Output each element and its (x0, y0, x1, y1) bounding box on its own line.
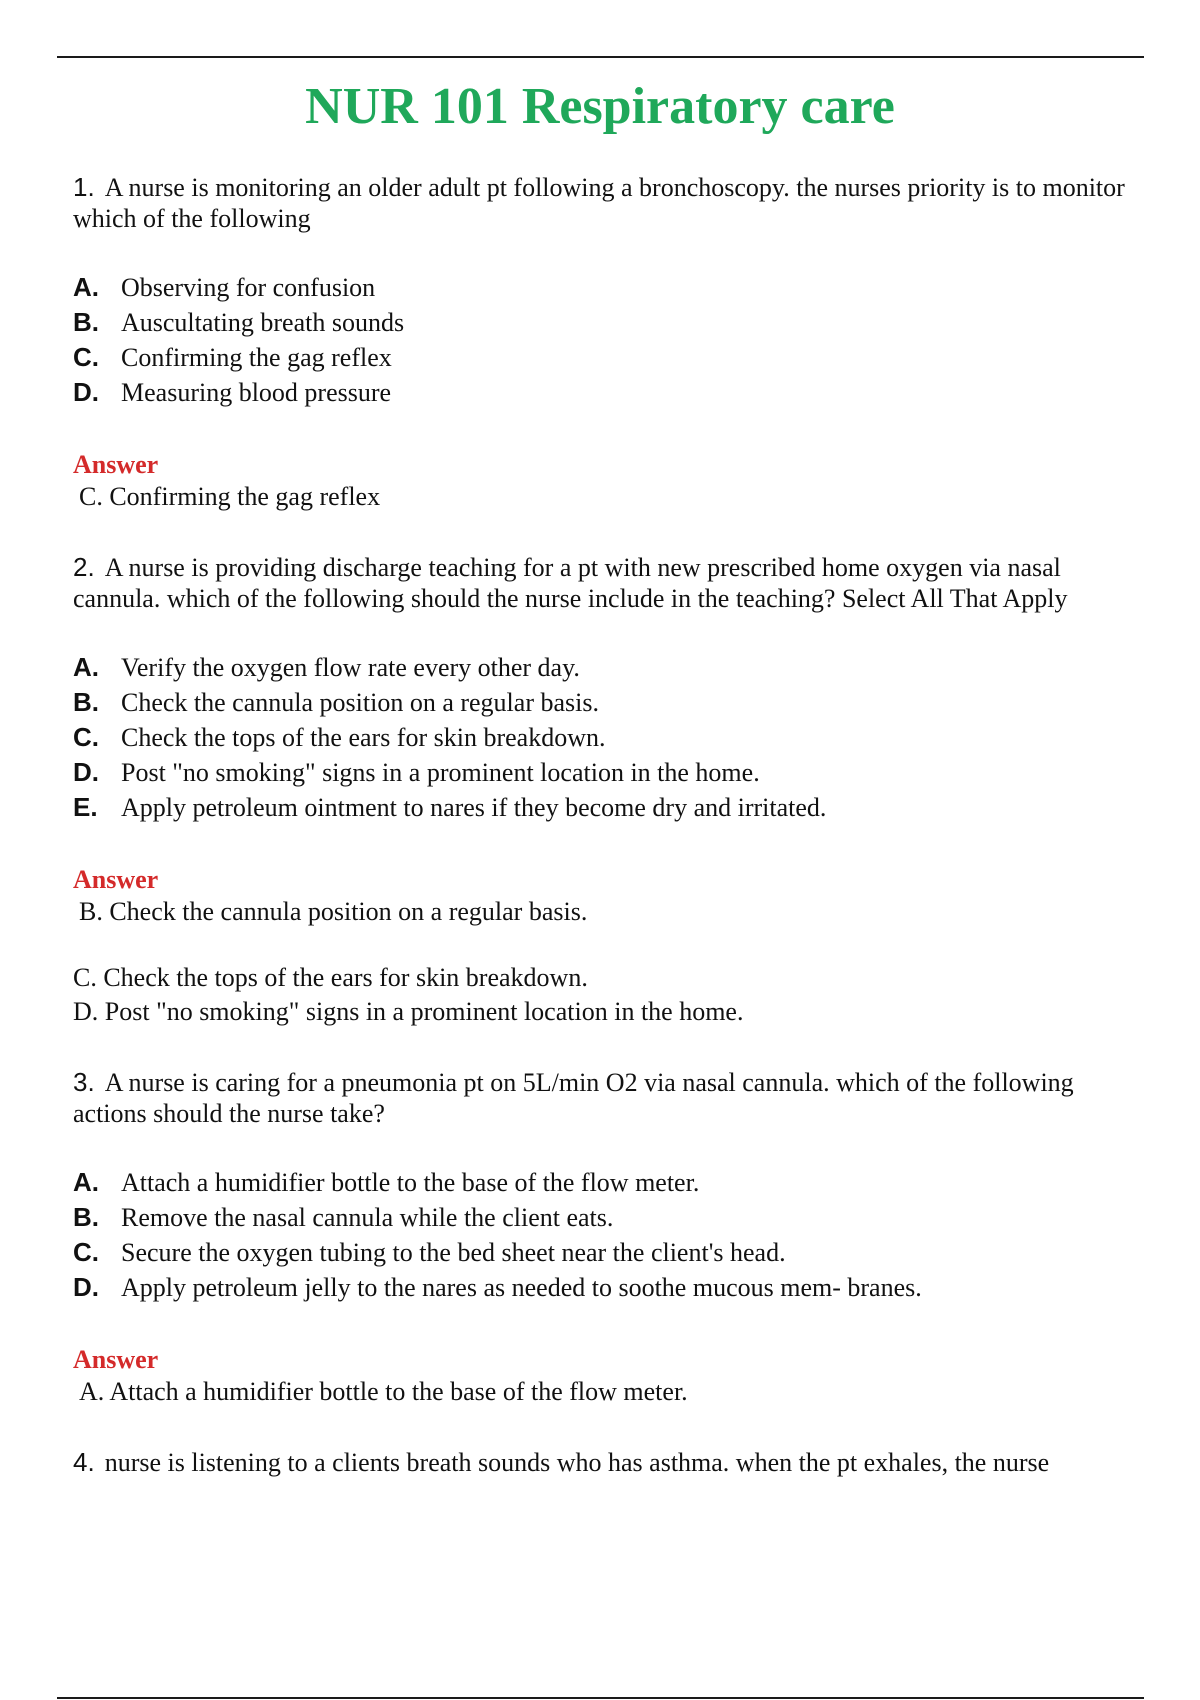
answer-label: Answer (73, 865, 159, 894)
answer-text: C. Check the tops of the ears for skin breakdown. (73, 963, 588, 992)
option-letter: A. (73, 272, 99, 302)
question-number: 4. (73, 1447, 95, 1477)
option-item (73, 1235, 1153, 1270)
options-list (73, 650, 1153, 825)
option-text: Measuring blood pressure (121, 378, 392, 407)
option-letter: C. (73, 722, 99, 752)
question-4 (73, 1447, 1153, 1478)
option-item (73, 340, 1153, 375)
option-item (73, 720, 1153, 755)
option-item (73, 1200, 1153, 1235)
option-letter: D. (73, 1272, 99, 1302)
option-text: Confirming the gag reflex (121, 343, 392, 372)
option-letter: E. (73, 792, 98, 822)
option-letter: A. (73, 1167, 99, 1197)
option-text: Verify the oxygen flow rate every other day. (121, 653, 580, 682)
question-text: A nurse is monitoring an older adult pt following a bronchoscopy. the nurses priority is to monitor which of the following (73, 173, 1125, 233)
question-number: 3. (73, 1067, 95, 1097)
option-text: Attach a humidifier bottle to the base of the flow meter. (121, 1168, 700, 1197)
answer-block-3 (73, 1345, 1153, 1409)
option-letter: B. (73, 307, 99, 337)
option-item (73, 650, 1153, 685)
answer-text: B. Check the cannula position on a regular basis. (79, 897, 588, 926)
option-text: Apply petroleum jelly to the nares as needed to soothe mucous mem- branes. (121, 1273, 922, 1302)
option-text: Remove the nasal cannula while the client eats. (121, 1203, 614, 1232)
option-letter: C. (73, 1237, 99, 1267)
option-text: Auscultating breath sounds (121, 308, 405, 337)
option-item (73, 755, 1153, 790)
option-text: Check the tops of the ears for skin breakdown. (121, 723, 606, 752)
document-body (73, 172, 1153, 1514)
answer-label: Answer (73, 450, 159, 479)
options-list (73, 1165, 1153, 1305)
option-item (73, 1165, 1153, 1200)
option-letter: C. (73, 342, 99, 372)
option-letter: B. (73, 687, 99, 717)
question-1 (73, 172, 1153, 234)
option-item (73, 685, 1153, 720)
answer-text: D. Post "no smoking" signs in a prominent location in the home. (73, 997, 744, 1026)
top-rule (57, 56, 1144, 58)
question-number: 1. (73, 172, 95, 202)
page-title: NUR 101 Respiratory care (305, 78, 895, 135)
question-text: nurse is listening to a clients breath sounds who has asthma. when the pt exhales, the nurse (104, 1448, 1050, 1477)
option-text: Observing for confusion (121, 273, 376, 302)
answer-label: Answer (73, 1345, 159, 1374)
answer-block-1 (73, 450, 1153, 514)
question-2 (73, 552, 1153, 614)
question-text: A nurse is providing discharge teaching for a pt with new prescribed home oxygen via nasal cannula. which of the following should the nurse include in the teaching? Select All That Apply (73, 553, 1068, 613)
option-item (73, 305, 1153, 340)
option-letter: B. (73, 1202, 99, 1232)
option-text: Check the cannula position on a regular basis. (121, 688, 599, 717)
option-text: Apply petroleum ointment to nares if they become dry and irritated. (121, 793, 827, 822)
question-3 (73, 1067, 1153, 1129)
question-number: 2. (73, 552, 95, 582)
option-letter: D. (73, 757, 99, 787)
option-item (73, 1270, 1153, 1305)
option-item (73, 270, 1153, 305)
answer-text: C. Confirming the gag reflex (79, 482, 381, 511)
option-text: Post "no smoking" signs in a prominent location in the home. (121, 758, 760, 787)
option-item (73, 790, 1153, 825)
option-letter: A. (73, 652, 99, 682)
answer-block-2 (73, 865, 1153, 1029)
option-letter: D. (73, 377, 99, 407)
option-text: Secure the oxygen tubing to the bed sheet near the client's head. (121, 1238, 786, 1267)
question-text: A nurse is caring for a pneumonia pt on 5L/min O2 via nasal cannula. which of the following actions should the nurse take? (73, 1068, 1074, 1128)
answer-text: A. Attach a humidifier bottle to the base of the flow meter. (79, 1377, 688, 1406)
bottom-rule (57, 1697, 1144, 1699)
option-item (73, 375, 1153, 410)
options-list (73, 270, 1153, 410)
